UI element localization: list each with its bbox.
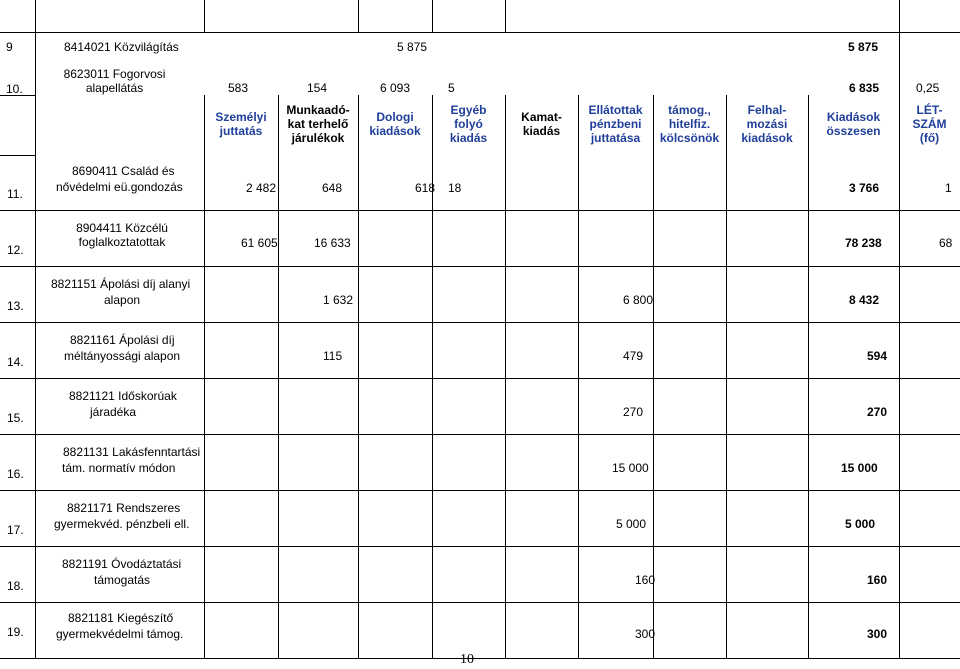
row-name: tám. normatív módon xyxy=(62,461,176,475)
header-munkaado-jarulekok: Munkaadó- kat terhelő járulékok xyxy=(286,103,350,145)
cell-value: 160 xyxy=(635,573,656,587)
cell-staff: 1 xyxy=(945,181,952,195)
cell-value: 115 xyxy=(323,349,343,363)
row-name: gyermekvéd. pénzbeli ell. xyxy=(54,517,190,531)
cell-value: 618 xyxy=(415,181,436,195)
cell-value: 583 xyxy=(228,81,249,95)
row-number: 19. xyxy=(7,625,24,639)
cell-value: 1 632 xyxy=(323,293,354,307)
cell-value: 479 xyxy=(623,349,644,363)
cell-staff: 68 xyxy=(939,236,953,250)
header-letszam: LÉT- SZÁM (fő) xyxy=(912,103,947,145)
header-felhalmozasi-kiadasok: Felhal- mozási kiadások xyxy=(741,103,793,145)
row-name: nővédelmi eü.gondozás xyxy=(56,180,183,194)
cell-total: 3 766 xyxy=(849,181,880,195)
cell-value: 300 xyxy=(635,627,656,641)
row-name: 8821161 Ápolási díj xyxy=(70,333,175,347)
cell-value: 2 482 xyxy=(246,181,277,195)
cell-value: 6 093 xyxy=(380,81,411,95)
cell-total: 6 835 xyxy=(849,81,880,95)
cell-total: 8 432 xyxy=(849,293,880,307)
row-name: 8690411 Család és xyxy=(72,164,175,178)
row-number: 11. xyxy=(7,187,23,201)
cell-total: 594 xyxy=(867,349,888,363)
row-number: 15. xyxy=(7,411,24,425)
row-number: 14. xyxy=(7,355,24,369)
cell-total: 300 xyxy=(867,627,888,641)
cell-value: 16 633 xyxy=(314,236,351,250)
cell-total: 160 xyxy=(867,573,888,587)
cell-value: 154 xyxy=(307,81,328,95)
header-szemelyi-juttatas: Személyi juttatás xyxy=(215,110,267,138)
cell-value: 15 000 xyxy=(612,461,649,475)
row-number: 17. xyxy=(7,523,24,537)
cell-value: 5 875 xyxy=(397,40,428,54)
row-name: 8821121 Időskorúak xyxy=(69,389,177,403)
header-tamog-hitelfiz-kolcsonok: támog., hitelfiz. kölcsönök xyxy=(659,103,720,145)
cell-total: 5 000 xyxy=(845,517,876,531)
cell-total: 78 238 xyxy=(845,236,882,250)
cell-value: 61 605 xyxy=(241,236,278,250)
row-number: 18. xyxy=(7,579,24,593)
row-number: 12. xyxy=(7,243,24,257)
row-name: 8821191 Óvodáztatási xyxy=(62,557,182,571)
header-dologi-kiadasok: Dologi kiadások xyxy=(369,110,421,138)
header-kamatkiadas: Kamat- kiadás xyxy=(521,110,562,138)
row-name: alapon xyxy=(104,293,141,307)
cell-value: 648 xyxy=(322,181,343,195)
row-number: 13. xyxy=(7,299,24,313)
cell-value: 270 xyxy=(623,405,644,419)
row-name: 8821151 Ápolási díj alanyi xyxy=(51,277,191,291)
cell-value: 5 xyxy=(448,81,455,95)
row-name: 8821131 Lakásfenntartási xyxy=(63,445,201,459)
row-name: 8821171 Rendszeres xyxy=(67,501,181,515)
cell-value: 6 800 xyxy=(623,293,654,307)
row-number: 9 xyxy=(6,40,13,54)
row-name: járadéka xyxy=(90,405,137,419)
cell-total: 15 000 xyxy=(841,461,878,475)
page-number: 10 xyxy=(460,652,474,667)
row-name: 8904411 Közcélú foglalkoztatottak xyxy=(76,221,168,249)
header-egyeb-folyo-kiadas: Egyéb folyó kiadás xyxy=(449,103,488,145)
header-kiadasok-osszesen: Kiadások összesen xyxy=(826,110,881,138)
row-name: gyermekvédelmi támog. xyxy=(56,627,184,641)
header-ellatottak-penzbeni-juttatasa: Ellátottak pénzbeni juttatása xyxy=(588,103,643,145)
row-name: 8821181 Kiegészítő xyxy=(68,611,174,625)
cell-staff: 0,25 xyxy=(916,81,940,95)
cell-value: 18 xyxy=(448,181,462,195)
row-number: 10. xyxy=(6,82,23,96)
row-name: méltányossági alapon xyxy=(64,349,181,363)
row-number: 16. xyxy=(7,467,24,481)
row-name: támogatás xyxy=(94,573,151,587)
row-name: 8623011 Fogorvosi alapellátás xyxy=(63,67,166,95)
row-name: 8414021 Közvilágítás xyxy=(64,40,179,54)
cell-total: 270 xyxy=(867,405,888,419)
cell-value: 5 000 xyxy=(616,517,647,531)
cell-total: 5 875 xyxy=(848,40,879,54)
